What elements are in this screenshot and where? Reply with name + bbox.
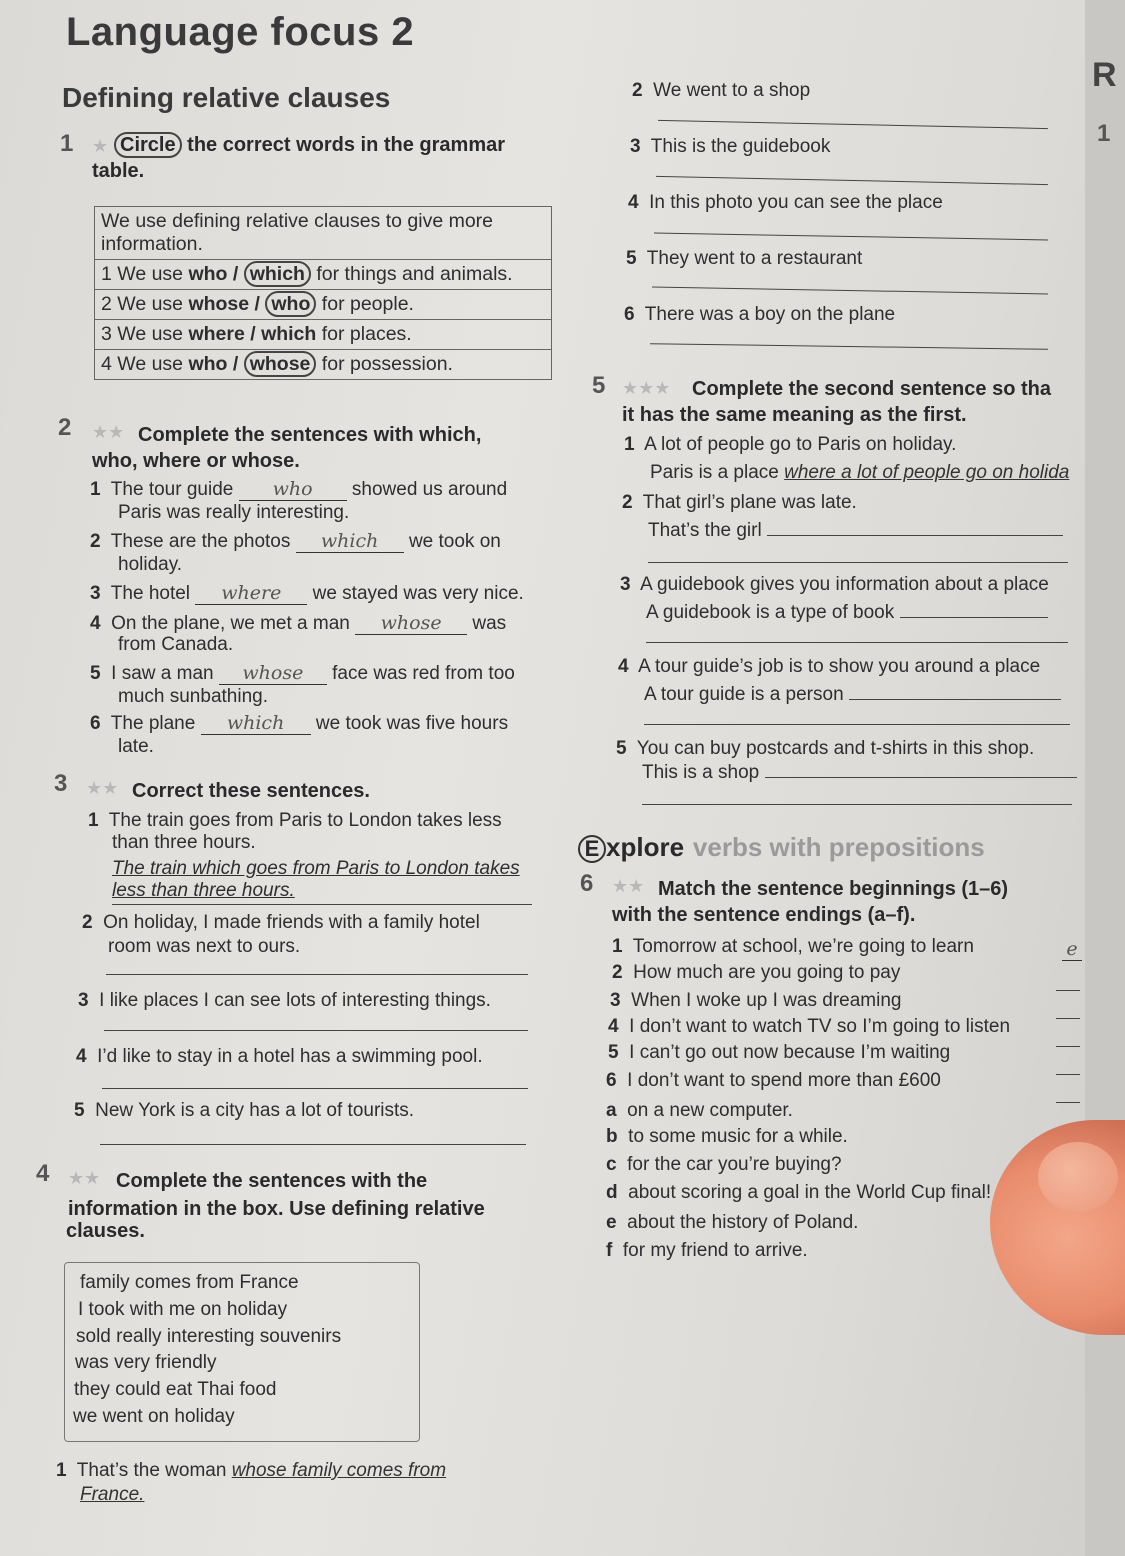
answer-line[interactable] — [642, 804, 1072, 805]
ex5-item-4-b: A tour guide is a person — [644, 684, 1061, 706]
ex5-item-1: 1 A lot of people go to Paris on holiday. — [624, 434, 957, 455]
answer-line[interactable] — [102, 1088, 528, 1089]
ex2-item-1-cont: Paris was really interesting. — [118, 502, 350, 523]
section-title: Defining relative clauses — [62, 82, 391, 113]
circled-answer[interactable]: who — [265, 291, 316, 317]
ex5-item-3-b: A guidebook is a type of book — [646, 602, 1048, 624]
box-item: family comes from France — [80, 1272, 299, 1293]
ex6-instruction-a: Match the sentence beginnings (1–6) — [658, 878, 1009, 900]
ex2-answer[interactable]: which — [296, 530, 404, 553]
ex5-item-2-b: That’s the girl — [648, 520, 1063, 542]
ex6-instruction-b: with the sentence endings (a–f). — [612, 904, 916, 926]
edge-letter: R — [1092, 56, 1117, 94]
answer-line[interactable] — [652, 287, 1048, 295]
ex2-answer[interactable]: who — [239, 478, 347, 501]
ex1-number: 1 — [60, 130, 74, 157]
ex5-instruction-a: Complete the second sentence so tha — [692, 378, 1051, 400]
ex3-instruction: Correct these sentences. — [132, 780, 370, 802]
answer-line[interactable] — [646, 642, 1068, 643]
ex3-example-answer-2: less than three hours. — [112, 880, 295, 901]
box-item: we went on holiday — [73, 1406, 235, 1427]
answer-line[interactable] — [106, 974, 528, 975]
ex4-item-1-answer-cont: France. — [80, 1484, 145, 1505]
ex2-instruction-b: who, where or whose. — [92, 450, 300, 472]
ex6-beginning-3: 3 When I woke up I was dreaming — [610, 990, 902, 1011]
ex4-instruction-b: information in the box. Use defining relative — [68, 1198, 485, 1220]
ex6-answer-1[interactable]: e — [1062, 938, 1082, 961]
ex4-instruction-c: clauses. — [66, 1220, 145, 1242]
ex2-item-5-cont: much sunbathing. — [118, 686, 268, 707]
answer-line[interactable] — [656, 176, 1048, 185]
ex1-stars: ★ — [92, 136, 109, 156]
grammar-row-3: 3 We use where / which for places. — [95, 320, 552, 350]
ex6-answer-line[interactable] — [1056, 990, 1080, 991]
answer-line[interactable] — [654, 233, 1048, 241]
ex4-item-1: 1 That’s the woman whose family comes from — [56, 1460, 447, 1481]
ex6-ending-c: c for the car you’re buying? — [606, 1154, 842, 1175]
ex2-item-1: 1 The tour guide who showed us around — [90, 478, 508, 500]
ex6-ending-b: b to some music for a while. — [606, 1126, 848, 1147]
ex5-item-5-b: This is a shop — [642, 762, 1077, 784]
ex2-item-6-cont: late. — [118, 736, 154, 757]
circled-answer[interactable]: whose — [244, 351, 317, 377]
explore-heading: E xplore verbs with prepositions — [578, 832, 985, 863]
ex3-item-1-cont: than three hours. — [112, 832, 256, 853]
answer-line[interactable] — [648, 562, 1068, 563]
ex2-item-3: 3 The hotel where we stayed was very nice. — [90, 582, 524, 604]
ex6-stars: ★★ — [612, 876, 645, 896]
ex2-number: 2 — [58, 414, 72, 441]
ex4-instruction-a: Complete the sentences with the — [116, 1170, 428, 1192]
answer-line[interactable] — [100, 1144, 526, 1145]
ex1-instruction-a: the correct words in the grammar — [187, 134, 506, 156]
ex6-ending-f: f for my friend to arrive. — [606, 1240, 808, 1261]
ex3-item-1: 1 The train goes from Paris to London takes less — [88, 810, 502, 831]
fingernail-photo — [1038, 1142, 1118, 1212]
ex4-stars: ★★ — [68, 1168, 101, 1188]
ex4-item-6: 6 There was a boy on the plane — [624, 304, 896, 325]
ex6-beginning-2: 2 How much are you going to pay — [612, 962, 901, 983]
ex5-stars: ★★★ — [622, 378, 671, 398]
ex6-beginning-6: 6 I don’t want to spend more than £600 — [606, 1070, 941, 1091]
ex3-number: 3 — [54, 770, 68, 797]
grammar-row-4: 4 We use who / whose for possession. — [95, 350, 552, 380]
answer-line[interactable] — [644, 724, 1070, 725]
ex2-item-2: 2 These are the photos which we took on — [90, 530, 501, 552]
ex2-instruction-a: Complete the sentences with which, — [138, 424, 482, 446]
ex5-item-4: 4 A tour guide’s job is to show you around a place — [618, 656, 1041, 677]
ex3-item-3: 3 I like places I can see lots of interesting things. — [78, 990, 491, 1011]
answer-line[interactable] — [650, 343, 1048, 350]
ex2-item-2-cont: holiday. — [118, 554, 183, 575]
ex1-instruction-b: table. — [92, 160, 145, 182]
ex3-example-answer: The train which goes from Paris to London takes — [112, 858, 520, 879]
ex2-item-4: 4 On the plane, we met a man whose was — [90, 612, 507, 634]
ex4-item-3: 3 This is the guidebook — [630, 136, 831, 157]
box-item: they could eat Thai food — [74, 1379, 277, 1400]
ex4-number: 4 — [36, 1160, 50, 1187]
ex6-ending-d: d about scoring a goal in the World Cup final! — [606, 1182, 992, 1203]
answer-line[interactable] — [104, 1030, 528, 1031]
ex2-answer[interactable]: where — [195, 582, 307, 605]
grammar-table — [94, 206, 552, 380]
ex4-item-5: 5 They went to a restaurant — [626, 248, 863, 269]
ex6-number: 6 — [580, 870, 594, 897]
ex6-beginning-1: 1 Tomorrow at school, we’re going to learn — [612, 936, 974, 957]
ex2-item-6: 6 The plane which we took was five hours — [90, 712, 509, 734]
page-title: Language focus 2 — [66, 10, 415, 54]
ex2-item-5: 5 I saw a man whose face was red from too — [90, 662, 515, 684]
box-item: sold really interesting souvenirs — [76, 1326, 342, 1347]
ex6-answer-line[interactable] — [1056, 1018, 1080, 1019]
grammar-intro: We use defining relative clauses to give more information. — [95, 207, 552, 260]
ex2-stars: ★★ — [92, 422, 125, 442]
ex5-instruction-b: it has the same meaning as the first. — [622, 404, 967, 426]
ex3-stars: ★★ — [86, 778, 119, 798]
ex5-item-2: 2 That girl’s plane was late. — [622, 492, 857, 513]
ex6-answer-line[interactable] — [1056, 1102, 1080, 1103]
ex5-item-3: 3 A guidebook gives you information about a place — [620, 574, 1049, 595]
ex5-item-1-b: Paris is a place where a lot of people go on holida — [650, 462, 1070, 483]
ex6-ending-e: e about the history of Poland. — [606, 1212, 859, 1233]
ex4-item-4: 4 In this photo you can see the place — [628, 192, 943, 213]
edge-number: 1 — [1097, 120, 1111, 147]
ex3-item-2: 2 On holiday, I made friends with a family hotel — [82, 912, 480, 933]
box-item: I took with me on holiday — [78, 1299, 288, 1320]
ex2-item-4-cont: from Canada. — [118, 634, 234, 655]
answer-line[interactable] — [658, 120, 1048, 129]
ex1-instruction — [114, 134, 505, 157]
ex6-beginning-5: 5 I can’t go out now because I’m waiting — [608, 1042, 951, 1063]
ex2-answer[interactable]: whose — [355, 612, 467, 635]
ex3-item-5: 5 New York is a city has a lot of tourists. — [74, 1100, 415, 1121]
ex6-answer-line[interactable] — [1056, 1046, 1080, 1047]
ex3-item-2-cont: room was next to ours. — [108, 936, 301, 957]
ex6-answer-line[interactable] — [1056, 1074, 1080, 1075]
ex4-item-2: 2 We went to a shop — [632, 80, 811, 101]
grammar-row-2: 2 We use whose / who for people. — [95, 290, 552, 320]
ex2-answer[interactable]: whose — [219, 662, 327, 685]
ex3-item-4: 4 I’d like to stay in a hotel has a swimming pool. — [76, 1046, 483, 1067]
ex2-answer[interactable]: which — [201, 712, 311, 735]
circle-word: Circle — [114, 132, 182, 158]
grammar-row-1: 1 We use who / which for things and animals. — [95, 260, 552, 290]
ex6-beginning-4: 4 I don’t want to watch TV so I’m going to listen — [608, 1016, 1011, 1037]
box-item: was very friendly — [75, 1352, 217, 1373]
ex5-number: 5 — [592, 372, 606, 399]
ex6-ending-a: a on a new computer. — [606, 1100, 793, 1121]
ex5-item-5: 5 You can buy postcards and t-shirts in this shop. — [616, 738, 1035, 759]
circled-answer[interactable]: which — [244, 261, 311, 287]
explore-icon: E — [578, 835, 606, 863]
